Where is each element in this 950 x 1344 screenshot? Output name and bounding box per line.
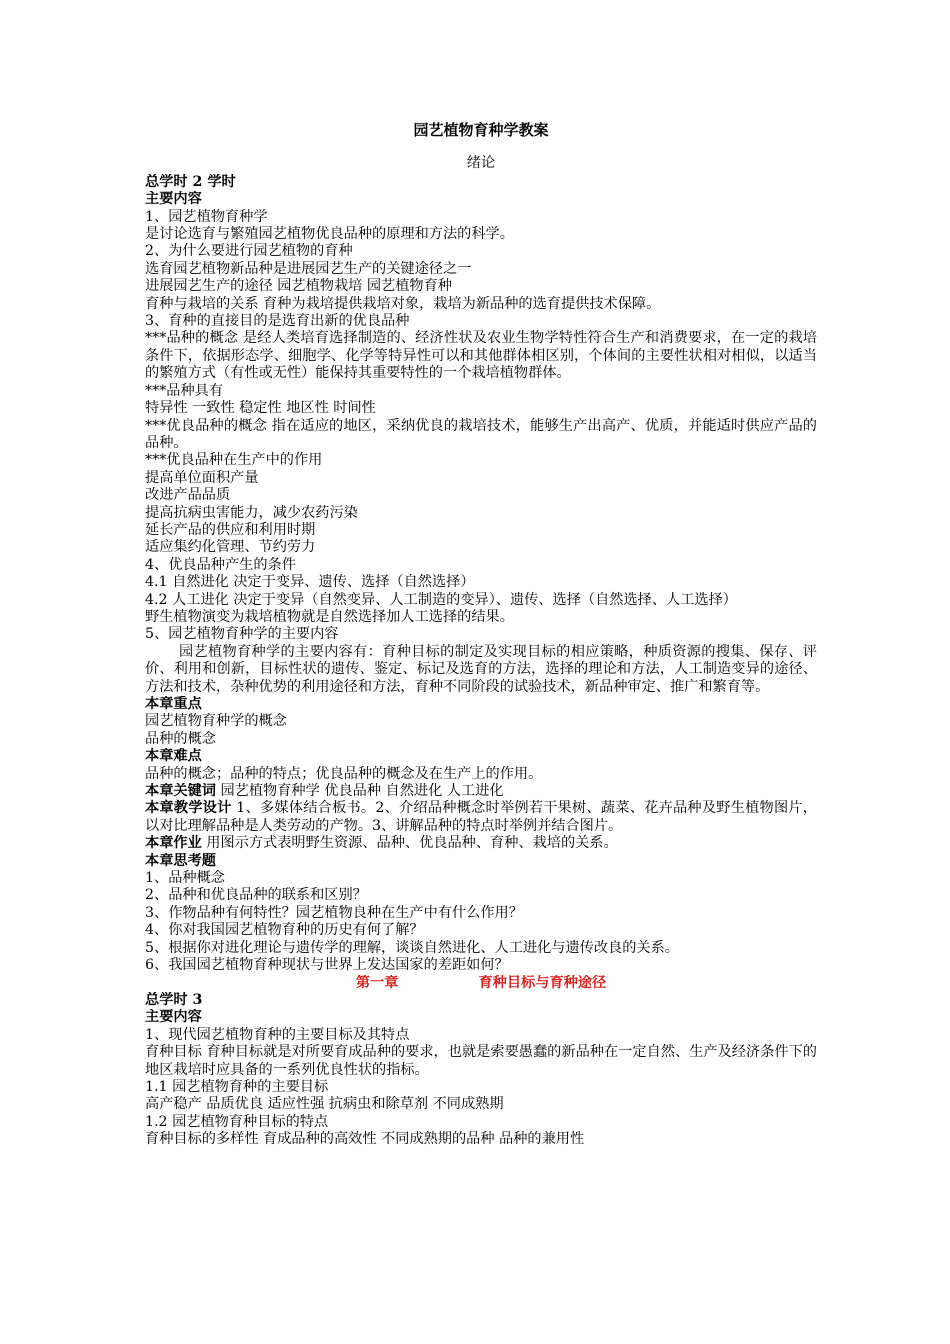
main-content-title: 5、园艺植物育种学的主要内容 (145, 626, 339, 643)
role-label: ***优良品种在生产中的作用 (145, 452, 323, 469)
teaching-design-text: 1、多媒体结合板书。2、介绍品种概念时举例若干果树、蔬菜、花卉品种及野生植物图片，以对比理解品种是人类劳动的产物。3、讲解品种的特点时举例并结合图片。 (145, 800, 817, 834)
variety-concept-paragraph: ***品种的概念 是经人类培育选择制造的、经济性状及农业生物学特性符合生产和消费要求，在一定的栽培条件下，依据形态学、细胞学、化学等特异性可以和其他群体相区别，个体间的主要性状相对相似，以适当的繁殖方式（有性或无性）能保持其重要特性的一个栽培植物群体。 (145, 330, 817, 382)
text-line: 选育园艺植物新品种是进展园艺生产的关键途径之一 (145, 260, 472, 277)
chapter-heading (145, 975, 817, 992)
question-item: 2、品种和优良品种的联系和区别？ (145, 887, 367, 904)
text-line: 1.2 园艺植物育种目标的特点 (145, 1113, 329, 1130)
chapter-total-hours: 总学时 3 (145, 991, 203, 1008)
text-line: 高产稳产 品质优良 适应性强 抗病虫和除草剂 不同成熟期 (145, 1096, 504, 1113)
conditions-label: 4、优良品种产生的条件 (145, 556, 296, 573)
key-points-label: 本章重点 (145, 696, 202, 712)
homework-label: 本章作业 (145, 835, 202, 852)
chapter-title: 育种目标与育种途径 (478, 974, 607, 991)
total-hours: 总学时 2 学时 (145, 173, 236, 190)
document-body (145, 122, 817, 1149)
difficulties-label: 本章难点 (145, 748, 202, 765)
question-item: 1、品种概念 (145, 870, 225, 887)
homework-row (145, 835, 817, 852)
main-content-label: 主要内容 (145, 191, 202, 208)
role-item: 提高单位面积产量 (145, 469, 259, 486)
keywords-row (145, 783, 817, 800)
page-title: 园艺植物育种学教案 (413, 121, 549, 139)
text-line: 育种与栽培的关系 育种为栽培提供栽培对象，栽培为新品种的选育提供技术保障。 (145, 295, 661, 312)
role-item: 适应集约化管理、节约劳力 (145, 539, 316, 556)
keywords-label: 本章关键词 (145, 783, 216, 800)
question-item: 3、作物品种有何特性？园艺植物良种在生产中有什么作用？ (145, 904, 523, 921)
text-line: 2、为什么要进行园艺植物的育种 (145, 243, 353, 260)
text-line: 1.1 园艺植物育种的主要目标 (145, 1078, 329, 1095)
text-line: 进展园艺生产的途径 园艺植物栽培 园艺植物育种 (145, 278, 452, 295)
question-item: 4、你对我国园艺植物育种的历史有何了解？ (145, 922, 424, 939)
artificial-evolution: 4.2 人工进化 决定于变异（自然变异、人工制造的变异）、遗传、选择（自然选择、人工选择） (145, 591, 737, 608)
variety-traits: 特异性 一致性 稳定性 地区性 时间性 (145, 400, 376, 417)
teaching-design-label: 本章教学设计 (145, 800, 232, 817)
role-item: 改进产品品质 (145, 487, 231, 504)
role-item: 提高抗病虫害能力，减少农药污染 (145, 504, 358, 521)
breeding-goal-paragraph: 育种目标 育种目标就是对所要育成品种的要求，也就是索要愚蠢的新品种在一定自然、生产及经济条件下的地区栽培时应具备的一系列优良性状的指标。 (145, 1044, 817, 1078)
keywords-text: 园艺植物育种学 优良品种 自然进化 人工进化 (220, 783, 504, 800)
teaching-design-row (145, 800, 817, 835)
text-line: 1、园艺植物育种学 (145, 208, 268, 225)
key-point-item: 园艺植物育种学的概念 (145, 713, 287, 730)
intro-heading: 绪论 (466, 155, 496, 172)
text-line: 是讨论选育与繁殖园艺植物优良品种的原理和方法的科学。 (145, 226, 514, 243)
key-point-item: 品种的概念 (145, 730, 216, 747)
variety-has-label: ***品种具有 (145, 382, 224, 399)
chapter-number: 第一章 (355, 974, 399, 991)
fine-variety-paragraph: ***优良品种的概念 指在适应的地区，采纳优良的栽培技术，能够生产出高产、优质，并能适时供应产品的品种。 (145, 417, 817, 451)
chapter-main-content-label: 主要内容 (145, 1009, 202, 1026)
questions-label: 本章思考题 (145, 852, 216, 869)
natural-evolution: 4.1 自然进化 决定于变异、遗传、选择（自然选择） (145, 574, 475, 591)
homework-text: 用图示方式表明野生资源、品种、优良品种、育种、栽培的关系。 (206, 835, 618, 852)
role-item: 延长产品的供应和利用时期 (145, 521, 316, 538)
difficulties-text: 品种的概念；品种的特点；优良品种的概念及在生产上的作用。 (145, 765, 543, 782)
text-line: 1、现代园艺植物育种的主要目标及其特点 (145, 1026, 410, 1043)
question-item: 6、我国园艺植物育种现状与世界上发达国家的差距如何？ (145, 957, 509, 974)
text-line: 3、育种的直接目的是选育出新的优良品种 (145, 313, 410, 330)
question-item: 5、根据你对进化理论与遗传学的理解，谈谈自然进化、人工进化与遗传改良的关系。 (145, 939, 679, 956)
main-content-paragraph: 园艺植物育种学的主要内容有：育种目标的制定及实现目标的相应策略，种质资源的搜集、保存、评价、利用和创新，目标性状的遗传、鉴定、标记及选育的方法，选择的理论和方法，人工制造变异的途径、方法和技术，杂种优势的利用途径和方法，育种不同阶段的试验技术，新品种审定、推广和繁育等。 (145, 643, 817, 695)
wild-to-cultivated: 野生植物演变为栽培植物就是自然选择加人工选择的结果。 (145, 608, 514, 625)
text-line: 育种目标的多样性 育成品种的高效性 不同成熟期的品种 品种的兼用性 (145, 1131, 585, 1148)
